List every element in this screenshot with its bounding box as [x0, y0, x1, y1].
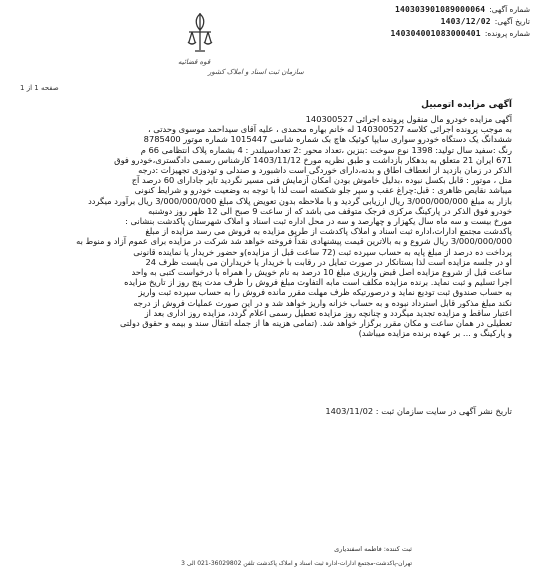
body-line: ساعت قبل از شروع مزایده اصل قبض واریزی مبلغ 10 درصد به نام خویش را همراه با درخواست کتبی به واحد [131, 267, 512, 278]
body-line: اجرا تسلیم و ثبت نماید. برنده مزایده مکلف است مابه التفاوت مبلغ فروش را ظرف مدت پنج روز از تاریخ مزایده [124, 277, 512, 288]
ad-number-label: شماره آگهی: [489, 5, 530, 14]
emblem-icon [186, 10, 214, 56]
notice-body [22, 114, 512, 338]
body-line: پاکدشت مجتمع ادارات،اداره ثبت اسناد و املاک پاکدشت از طریق مزایده به فروش می رسد مزایده از مبلغ [145, 226, 512, 237]
ad-date-row [270, 16, 530, 28]
office-address: تهران-پاکدشت-مجتمع ادارات-اداره ثبت اسناد و املاک پاکدشت تلفن 36029802-021 الی 3 [181, 560, 412, 567]
page-indicator: صفحه 1 از 1 [20, 84, 59, 92]
body-line: ششدانگ یک دستگاه خودرو سواری سایپا کوئیک هاچ بک شماره شاسی 1015447 شماره موتور 8785400 [143, 134, 512, 145]
body-line: به موجب پرونده اجرائی کلاسه 140300527 له خانم بهاره محمدی ، علیه آقای سیداحمد موسوی وحدتی ، [147, 124, 512, 135]
body-line: 3/000/000/000 ریال شروع و به بالاترین قیمت پیشنهادی نقداً فروخته خواهد شد شرکت در مزایده برای عموم آزاد و منوط به [76, 236, 512, 247]
body-line: الذکر در زمان بازدید از انعطاف اطاق و بدنه،دارای خوردگی است داشبورد و صندلی و تودوزی تجهیزات :درجه [138, 165, 512, 176]
ad-date: 1403/12/02 [440, 17, 491, 26]
body-line: تعطیلی در همان ساعت و مکان مقرر برگزار خواهد شد. (تمامی هزینه ها از جمله انتقال سند و بیمه و حقوق دولتی [120, 318, 512, 329]
ad-number: 140303901089000064 [394, 5, 486, 14]
body-line: متل ، موتور : قابل بکسل نبوده ،بدلیل خاموش بودن امکان آزمایش فنی مسیر نگردید تایر جادارای 60 درصد آج [131, 175, 512, 186]
case-number: 140304001083000401 [390, 29, 481, 38]
body-line: 671 ایران 21 متعلق به بدهکار بازداشت و طبق نظریه مورخ 1403/11/12 کارشناس رسمی دادگستری،خودرو فوق [114, 154, 512, 165]
ad-date-label: تاریخ آگهی: [494, 17, 530, 26]
organization-name: سازمان ثبت اسناد و املاک کشور [208, 68, 304, 76]
body-line: او در جلسه مزایده است لذا بستانکار در صورت تمایل در رقابت با خریدار یا خریداران می بایست ظرف 24 [145, 256, 512, 267]
body-line: خودرو فوق الذکر در پارکینگ مرکزی فرجک متوقف می باشد که از ساعت 9 صبح الی 12 ظهر روز دوشنبه [148, 205, 512, 216]
judiciary-name: قوه قضائیه [178, 58, 211, 66]
signature-row [120, 545, 412, 553]
body-line: پرداخت ده درصد از مبلغ پایه به حساب سپرده ثبت (72 ساعت قبل از مزایده)و حضور خریدار یا نماینده قانونی [133, 246, 512, 257]
ad-metadata [270, 4, 530, 40]
publish-date-line: تاریخ نشر آگهی در سایت سازمان ثبت : 1403/11/02 [325, 406, 512, 416]
body-line: مورخ بیست و سه ماه سال یکهزار و چهارصد و سه در محل اداره ثبت اسناد و املاک شهرستان پاکدشت بنشانی : [125, 216, 512, 227]
case-number-label: شماره پرونده: [484, 29, 530, 38]
body-line: بازار به مبلغ 3/000/000/000 ریال ارزیابی گردید و با ملاحظه بدون تعویض پلاک مبلغ 3/000/000/000 ریال برآورد میگردد [88, 195, 512, 206]
case-number-row [270, 28, 530, 40]
signer-role: ثبت کننده: [383, 545, 412, 553]
ad-number-row [270, 4, 530, 16]
signer-name: فاطمه اسفندیاری [334, 545, 382, 553]
body-line: و پارکینگ و ... بر عهده برنده مزایده میباشد) [358, 328, 512, 339]
body-line: میباشد نقایص ظاهری : قبل:چراغ عقب و سپر جلو شکسته است لذا با توجه به وضعیت خودرو و شرایط کنونی [134, 185, 512, 196]
body-line: رنگ :سفید سال تولید: 1398 نوع سوخت :بنزین ،تعداد محور :2 تعدادسیلندر : 4 بشماره پلاک انتظامی 66 م [140, 144, 512, 155]
body-line: اعتبار ساقط و مزایده تجدید میگردد و چنانچه روز مزایده تعطیل رسمی اعلام گردد، مزایده روز اداری بعد از [144, 307, 512, 318]
body-line: نکند مبلغ مذکور قابل استرداد نبوده و به حساب خزانه واریز خواهد شد و در این صورت عملیات فروش از درجه [133, 297, 512, 308]
body-line: به حساب صندوق ثبت تودیع نماید و درصورتیکه ظرف مهلت مقرر مانده فروش را به حساب سپرده ثبت واریز [138, 287, 512, 298]
page-title: آگهی مزایده اتومبیل [421, 100, 512, 110]
body-line: آگهی مزایده خودرو مال منقول پرونده اجرائی 140300527 [305, 114, 512, 124]
